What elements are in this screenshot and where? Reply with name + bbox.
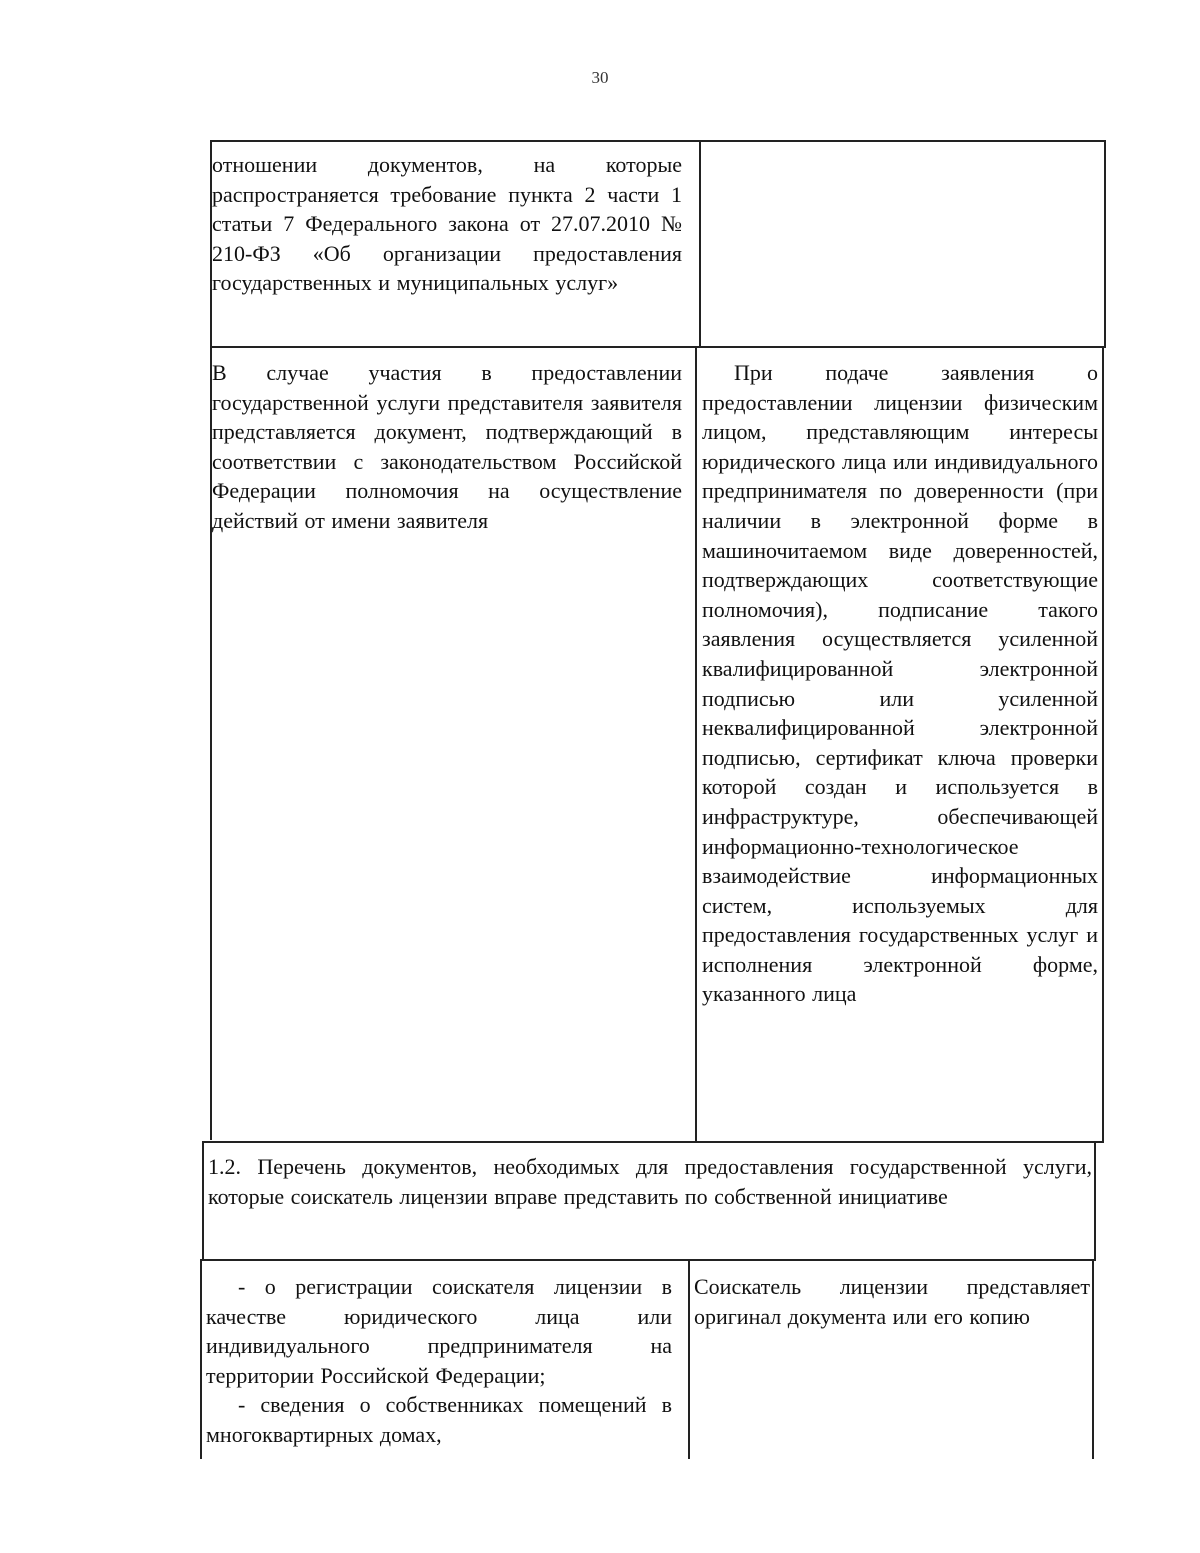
heading-bottom-border (200, 1259, 1096, 1261)
section-heading-cell (208, 1152, 1092, 1248)
heading-right-border (1094, 1141, 1096, 1261)
table-top-border (210, 140, 1106, 142)
table-row-3-right-cell (694, 1272, 1090, 1342)
row3-middle-border (688, 1259, 690, 1459)
table-row-2-left-cell (212, 358, 682, 1138)
table-middle-border-row1 (699, 140, 701, 348)
section-heading-text: 1.2. Перечень документов, необходимых для предоставления государственной услуги, которые соискатель лицензии вправе представить по собственной инициативе (208, 1154, 1092, 1209)
row3-right-border (1092, 1259, 1094, 1459)
row1-bottom-border (210, 346, 1106, 348)
heading-left-border (202, 1141, 204, 1261)
row-3-right-text: Соискатель лицензии представляет оригинал документа или его копию (694, 1274, 1090, 1329)
row-2-left-text: В случае участия в предоставлении государственной услуги представителя заявителя представляется документ, подтверждающий в соответствии с законодательством Российской Федерации полномочия на осуществление действий от имени заявителя (212, 360, 682, 533)
table-row-3-left-cell (206, 1272, 672, 1452)
table-middle-border-row2 (695, 348, 697, 1143)
table-right-border-row1 (1104, 140, 1106, 348)
row-3-left-item-2: - сведения о собственниках помещений в многоквартирных домах, (206, 1392, 672, 1447)
table-row-1-right-cell (702, 150, 1100, 345)
table-right-border-row2 (1102, 348, 1104, 1143)
row3-left-border (200, 1259, 202, 1459)
row-3-left-item-1: - о регистрации соискателя лицензии в качестве юридического лица или индивидуального предпринимателя на территории Российской Федерации; (206, 1274, 672, 1388)
table-left-border-row1-2 (210, 140, 212, 1140)
row2-bottom-border (202, 1141, 1104, 1143)
table-row-2-right-cell (702, 358, 1098, 1143)
table-row-1-left-cell (212, 150, 682, 345)
page-number: 30 (591, 68, 609, 87)
row-1-left-text: отношении документов, на которые распространяется требование пункта 2 части 1 статьи 7 Федерального закона от 27.07.2010 № 210-ФЗ «Об организации предоставления государственных и муниципальных услуг» (212, 152, 682, 296)
row-2-right-text: При подаче заявления о предоставлении лицензии физическим лицом, представляющим интересы юридического лица или индивидуального предпринимателя по доверенности (при наличии в электронной форме в машиночитаемом виде доверенностей, подтверждающих соответствующие полномочия), подписание такого заявления осуществляется усиленной квалифицированной электронной подписью или усиленной неквалифицированной электронной подписью, сертификат ключа проверки которой создан и используется в инфраструктуре, обеспечивающей информационно-технологическое взаимодействие информационных систем, используемых для предоставления государственных услуг и исполнения электронной форме, указанного лица (702, 360, 1098, 1007)
